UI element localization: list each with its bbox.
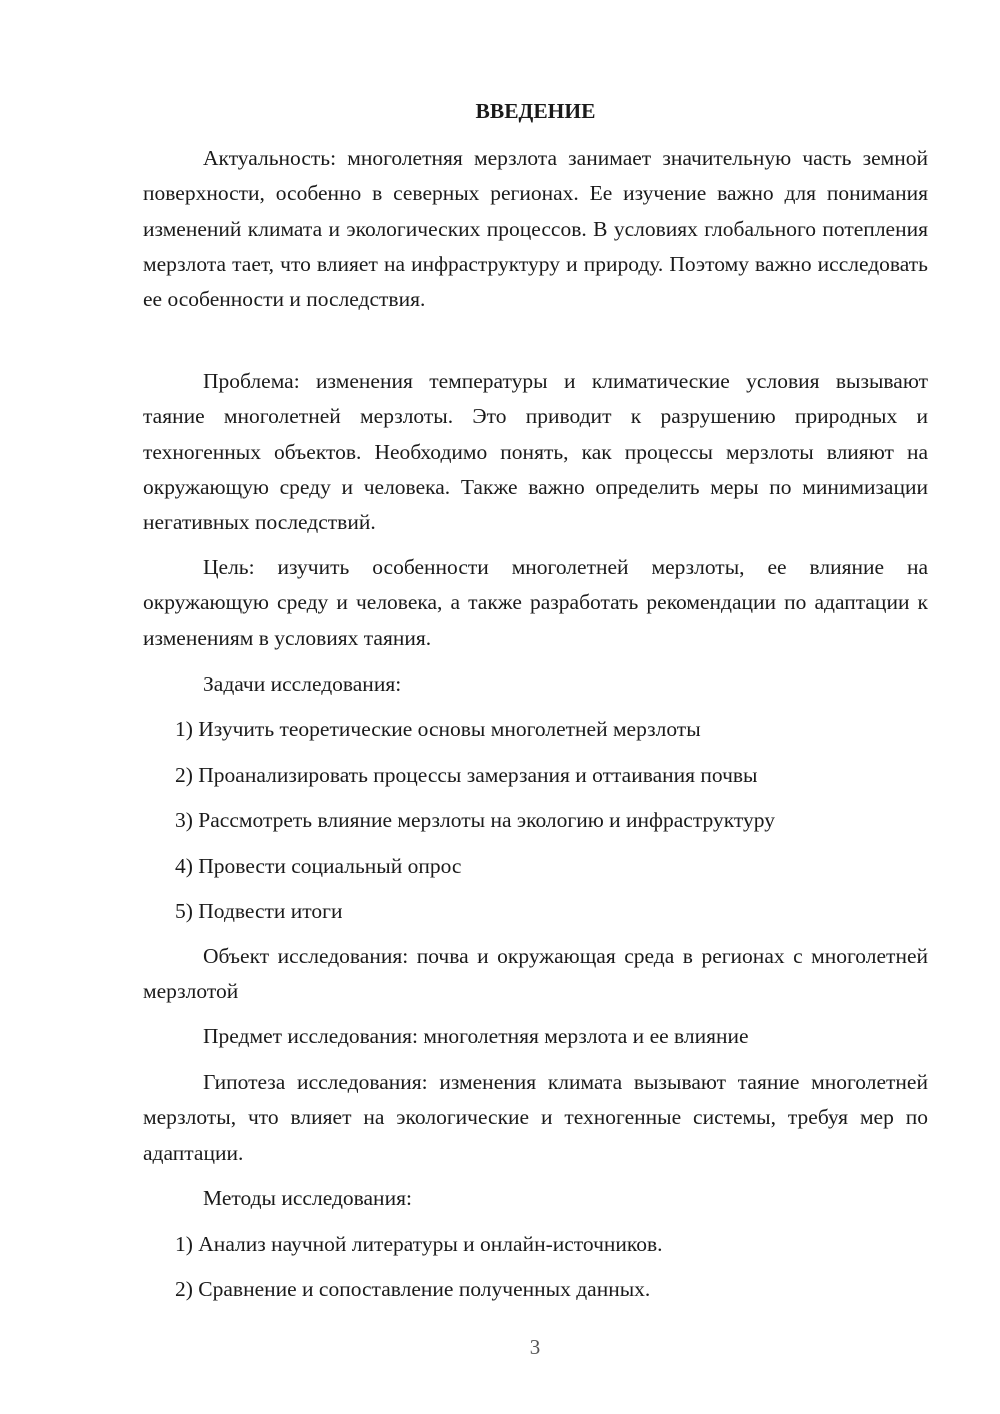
method-item: 2) Сравнение и сопоставление полученных данных. — [175, 1277, 651, 1301]
task-item: 5) Подвести итоги — [175, 899, 343, 923]
method-item: 1) Анализ научной литературы и онлайн-источников. — [175, 1232, 663, 1256]
hypothesis-paragraph: Гипотеза исследования: изменения климата вызывают таяние многолетней мерзлоты, что влияет на экологические и техногенные системы, требуя мер по адаптации. — [143, 1070, 928, 1165]
problem-paragraph: Проблема: изменения температуры и климатические условия вызывают таяние многолетней мерзлоты. Это приводит к разрушению природных и техногенных объектов. Необходимо понять, как процессы мерзлоты влияют на окружающую среду и человека. Также важно определить меры по минимизации негативных последствий. — [143, 369, 928, 535]
section-heading: ВВЕДЕНИЕ — [475, 99, 596, 123]
page-number: 3 — [529, 1335, 541, 1359]
object-paragraph: Объект исследования: почва и окружающая среда в регионах с многолетней мерзлотой — [143, 944, 928, 1004]
task-item: 3) Рассмотреть влияние мерзлоты на экологию и инфраструктуру — [175, 808, 775, 832]
goal-paragraph: Цель: изучить особенности многолетней мерзлоты, ее влияние на окружающую среду и человека, а также разработать рекомендации по адаптации к изменениям в условиях таяния. — [143, 555, 928, 650]
tasks-title: Задачи исследования: — [203, 672, 402, 696]
task-item: 1) Изучить теоретические основы многолетней мерзлоты — [175, 717, 701, 741]
task-item: 2) Проанализировать процессы замерзания и оттаивания почвы — [175, 763, 758, 787]
methods-title: Методы исследования: — [203, 1186, 412, 1210]
subject-paragraph: Предмет исследования: многолетняя мерзлота и ее влияние — [203, 1024, 749, 1048]
relevance-paragraph: Актуальность: многолетняя мерзлота занимает значительную часть земной поверхности, особенно в северных регионах. Ее изучение важно для понимания изменений климата и экологических процессов. В условиях глобального потепления мерзлота тает, что влияет на инфраструктуру и природу. Поэтому важно исследовать ее особенности и последствия. — [143, 146, 928, 312]
task-item: 4) Провести социальный опрос — [175, 854, 462, 878]
